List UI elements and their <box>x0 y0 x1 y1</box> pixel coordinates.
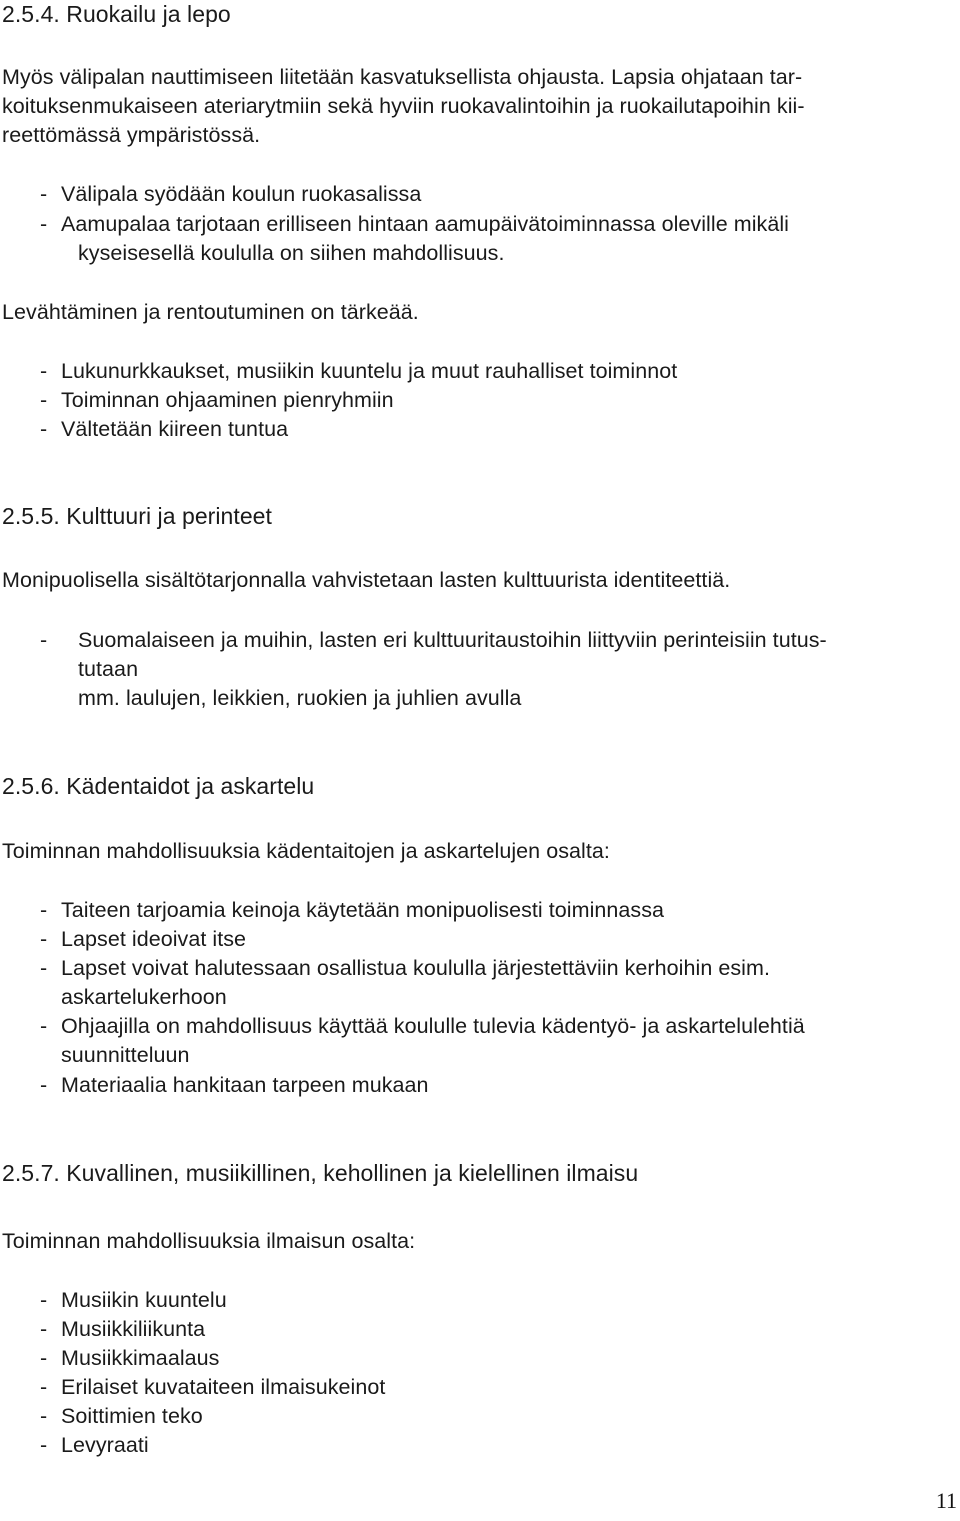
list-item-text: Ohjaajilla on mahdollisuus käyttää koululle tulevia kädentyö- ja askartelulehtiä <box>61 1014 805 1038</box>
list-item-text: Lukunurkkaukset, musiikin kuuntelu ja muut rauhalliset toiminnot <box>61 359 678 383</box>
list-item-text: mm. laulujen, leikkien, ruokien ja juhlien avulla <box>78 686 522 710</box>
list-dash: - <box>40 956 48 980</box>
list-dash: - <box>40 898 48 922</box>
paragraph-line: reettömässä ympäristössä. <box>2 123 261 147</box>
list-dash: - <box>40 1317 48 1341</box>
list-item-text: suunnitteluun <box>61 1043 190 1067</box>
list-dash: - <box>40 1346 48 1370</box>
heading-2-5-6: 2.5.6. Kädentaidot ja askartelu <box>2 773 315 799</box>
paragraph-line: Toiminnan mahdollisuuksia kädentaitojen ja askartelujen osalta: <box>2 839 610 863</box>
list-item-text: kyseisesellä koululla on siihen mahdollisuus. <box>78 241 505 265</box>
list-dash: - <box>40 182 48 206</box>
list-item-text: Vältetään kiireen tuntua <box>61 417 289 441</box>
paragraph-line: Levähtäminen ja rentoutuminen on tärkeää. <box>2 300 419 324</box>
list-dash: - <box>40 388 48 412</box>
list-item-text: Musiikkiliikunta <box>61 1317 206 1341</box>
paragraph-line: Monipuolisella sisältötarjonnalla vahvistetaan lasten kulttuurista identiteettiä. <box>2 568 731 592</box>
list-dash: - <box>40 1404 48 1428</box>
heading-2-5-5: 2.5.5. Kulttuuri ja perinteet <box>2 503 272 529</box>
list-item-text: Lapset voivat halutessaan osallistua koululla järjestettäviin kerhoihin esim. <box>61 956 770 980</box>
page-number: 11 <box>935 1488 957 1513</box>
paragraph-line: Toiminnan mahdollisuuksia ilmaisun osalta: <box>2 1229 416 1253</box>
list-item-text: tutaan <box>78 657 139 681</box>
list-dash: - <box>40 927 48 951</box>
list-dash: - <box>40 628 48 652</box>
list-dash: - <box>40 1073 48 1097</box>
list-item-text: Musiikin kuuntelu <box>61 1288 227 1312</box>
list-dash: - <box>40 212 48 236</box>
list-item-text: Välipala syödään koulun ruokasalissa <box>61 182 422 206</box>
list-dash: - <box>40 1014 48 1038</box>
list-item-text: Suomalaiseen ja muihin, lasten eri kulttuuritaustoihin liittyviin perinteisiin tutus- <box>78 628 827 652</box>
heading-2-5-4: 2.5.4. Ruokailu ja lepo <box>2 1 231 27</box>
list-dash: - <box>40 1288 48 1312</box>
list-item-text: Levyraati <box>61 1433 149 1457</box>
list-dash: - <box>40 1375 48 1399</box>
heading-2-5-7: 2.5.7. Kuvallinen, musiikillinen, kehollinen ja kielellinen ilmaisu <box>2 1160 639 1186</box>
list-item-text: Lapset ideoivat itse <box>61 927 247 951</box>
list-item-text: Soittimien teko <box>61 1404 203 1428</box>
list-item-text: Musiikkimaalaus <box>61 1346 220 1370</box>
list-item-text: Toiminnan ohjaaminen pienryhmiin <box>61 388 394 412</box>
list-item-text: Taiteen tarjoamia keinoja käytetään monipuolisesti toiminnassa <box>61 898 665 922</box>
list-dash: - <box>40 1433 48 1457</box>
paragraph-line: koituksenmukaiseen ateriarytmiin sekä hyviin ruokavalintoihin ja ruokailutapoihin kii- <box>2 94 805 118</box>
list-dash: - <box>40 417 48 441</box>
list-item-text: askartelukerhoon <box>61 985 227 1009</box>
list-item-text: Aamupalaa tarjotaan erilliseen hintaan aamupäivätoiminnassa oleville mikäli <box>61 212 789 236</box>
list-dash: - <box>40 359 48 383</box>
paragraph-line: Myös välipalan nauttimiseen liitetään kasvatuksellista ohjausta. Lapsia ohjataan tar- <box>2 65 803 89</box>
list-item-text: Materiaalia hankitaan tarpeen mukaan <box>61 1073 429 1097</box>
list-item-text: Erilaiset kuvataiteen ilmaisukeinot <box>61 1375 386 1399</box>
